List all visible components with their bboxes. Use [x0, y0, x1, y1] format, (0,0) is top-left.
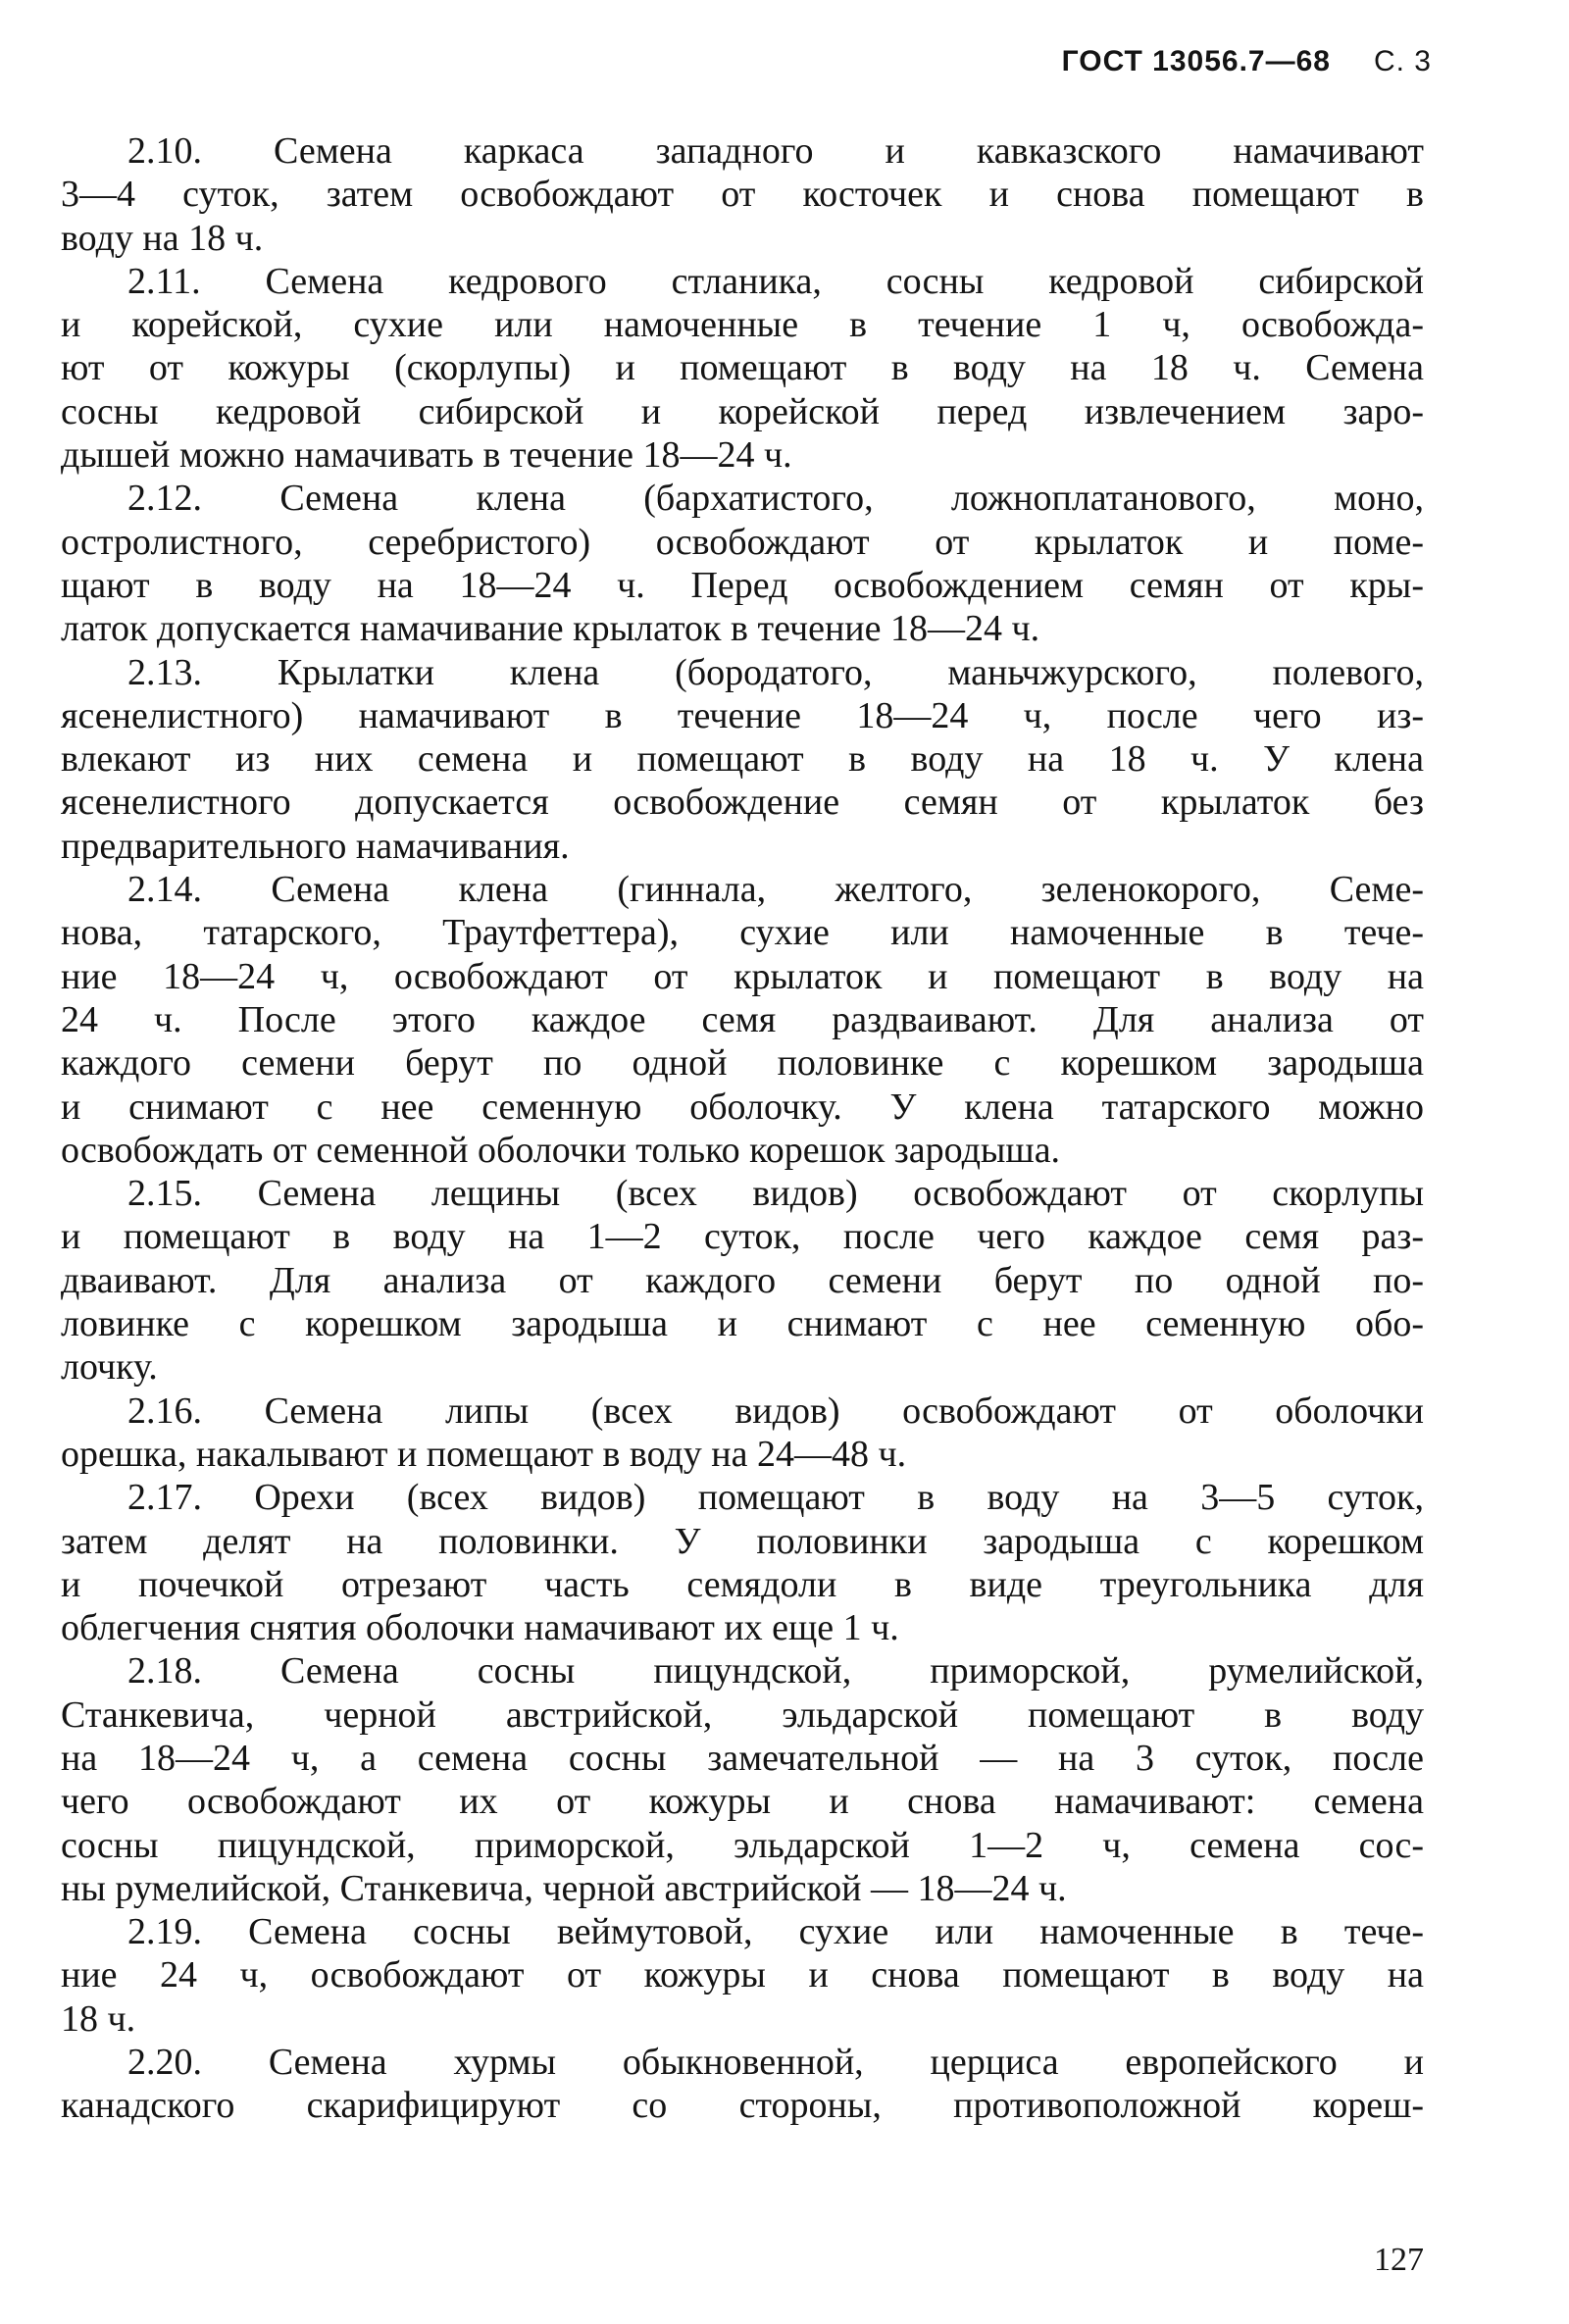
text-line: орешка, накалывают и помещают в воду на 24—48 ч. — [61, 1433, 907, 1475]
paragraph — [61, 2041, 1424, 2128]
text-line: остролистного, серебристого) освобождают от крылаток и поме- — [61, 521, 1424, 563]
text-line: сосны кедровой сибирской и корейской перед извлечением заро- — [61, 390, 1424, 432]
text-line: 2.10. Семена каркаса западного и кавказского намачивают — [127, 130, 1424, 172]
paragraph — [61, 129, 1424, 260]
page-label: С. 3 — [1373, 45, 1432, 77]
text-line: дышей можно намачивать в течение 18—24 ч. — [61, 434, 792, 477]
text-line: и помещают в воду на 1—2 суток, после чего каждое семя раз- — [61, 1216, 1424, 1258]
paragraph — [61, 868, 1424, 1172]
text-line: ны румелийской, Станкевича, черной австрийской — 18—24 ч. — [61, 1867, 1067, 1909]
text-line: 2.13. Крылатки клена (бородатого, маньчжурского, полевого, — [127, 651, 1424, 693]
text-line: 2.16. Семена липы (всех видов) освобождают от оболочки — [127, 1389, 1424, 1432]
text-line: ние 24 ч, освобождают от кожуры и снова помещают в воду на — [61, 1954, 1424, 1996]
text-line: канадского скарифицируют со стороны, противоположной кореш- — [61, 2085, 1424, 2127]
text-line: 2.19. Семена сосны веймутовой, сухие или намоченные в тече- — [127, 1911, 1424, 1953]
text-line: и почечкой отрезают часть семядоли в виде треугольника для — [61, 1563, 1424, 1605]
text-line: и снимают с нее семенную оболочку. У клена татарского можно — [61, 1086, 1424, 1128]
text-line: 2.18. Семена сосны пицундской, приморской, румелийской, — [127, 1650, 1424, 1692]
text-line: ясенелистного допускается освобождение семян от крылаток без — [61, 782, 1424, 824]
text-line: ют от кожуры (скорлупы) и помещают в воду на 18 ч. Семена — [61, 347, 1424, 389]
text-line: влекают из них семена и помещают в воду на 18 ч. У клена — [61, 738, 1424, 781]
text-line: 2.20. Семена хурмы обыкновенной, церциса европейского и — [127, 2042, 1424, 2084]
text-line: 2.12. Семена клена (бархатистого, ложноплатанового, моно, — [127, 478, 1424, 520]
text-line: 3—4 суток, затем освобождают от косточек и снова помещают в — [61, 174, 1424, 216]
paragraph — [61, 1389, 1424, 1477]
text-line: лочку. — [61, 1346, 158, 1389]
text-line: на 18—24 ч, а семена сосны замечательной — на 3 суток, после — [61, 1737, 1424, 1779]
text-line: 24 ч. После этого каждое семя раздваивают. Для анализа от — [61, 998, 1424, 1040]
text-line: щают в воду на 18—24 ч. Перед освобождением семян от кры- — [61, 564, 1424, 606]
paragraph — [61, 1476, 1424, 1649]
text-line: сосны пицундской, приморской, эльдарской 1—2 ч, семена сос- — [61, 1824, 1424, 1866]
text-line: Станкевича, черной австрийской, эльдарской помещают в воду — [61, 1693, 1424, 1736]
text-line: 2.17. Орехи (всех видов) помещают в воду на 3—5 суток, — [127, 1477, 1424, 1519]
document-body — [61, 129, 1424, 2128]
paragraph — [61, 651, 1424, 868]
text-line: каждого семени берут по одной половинке с корешком зародыша — [61, 1042, 1424, 1085]
paragraph — [61, 1649, 1424, 1910]
text-line: освобождать от семенной оболочки только корешок зародыша. — [61, 1129, 1061, 1171]
paragraph — [61, 260, 1424, 477]
paragraph — [61, 1172, 1424, 1389]
text-line: 18 ч. — [61, 1997, 136, 2040]
page-header — [1000, 45, 1432, 78]
text-line: воду на 18 ч. — [61, 217, 264, 259]
standard-number: ГОСТ 13056.7—68 — [1061, 45, 1331, 77]
text-line: дваивают. Для анализа от каждого семени берут по одной по- — [61, 1259, 1424, 1301]
paragraph — [61, 477, 1424, 650]
text-line: и корейской, сухие или намоченные в течение 1 ч, освобожда- — [61, 304, 1424, 346]
text-line: 2.15. Семена лещины (всех видов) освобождают от скорлупы — [127, 1173, 1424, 1215]
paragraph — [61, 1910, 1424, 2041]
text-line: нова, татарского, Траутфеттера), сухие или намоченные в тече- — [61, 912, 1424, 954]
text-line: затем делят на половинки. У половинки зародыша с корешком — [61, 1520, 1424, 1562]
text-line: чего освобождают их от кожуры и снова намачивают: семена — [61, 1781, 1424, 1823]
text-line: латок допускается намачивание крылаток в течение 18—24 ч. — [61, 608, 1040, 650]
text-line: 2.14. Семена клена (гиннала, желтого, зеленокорого, Семе- — [127, 869, 1424, 911]
text-line: ясенелистного) намачивают в течение 18—24 ч, после чего из- — [61, 694, 1424, 736]
text-line: 2.11. Семена кедрового стланика, сосны кедровой сибирской — [127, 260, 1424, 302]
text-line: предварительного намачивания. — [61, 825, 570, 867]
text-line: облегчения снятия оболочки намачивают их еще 1 ч. — [61, 1607, 899, 1649]
text-line: ловинке с корешком зародыша и снимают с нее семенную обо- — [61, 1303, 1424, 1345]
page-number: 127 — [1374, 2242, 1424, 2278]
text-line: ние 18—24 ч, освобождают от крылаток и помещают в воду на — [61, 955, 1424, 997]
